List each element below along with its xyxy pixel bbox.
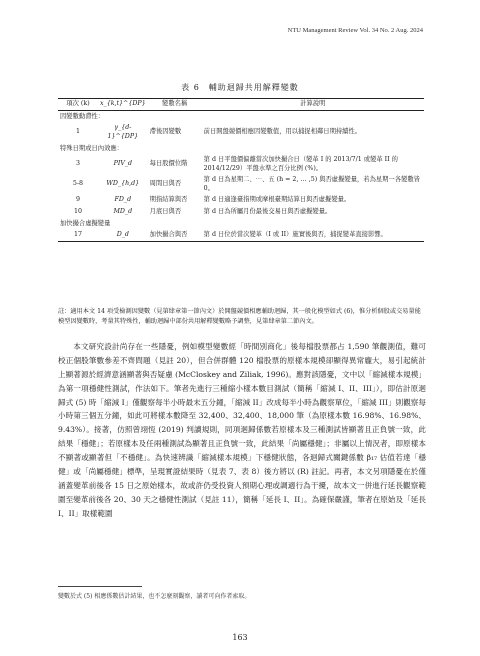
body-text <box>58 340 426 521</box>
table-row: 3 PIV_d 每日股價位階 第 d 日平盤價偏離當次加快撮合日（變革 I 的 2013/7/1 或變革 II 的 2014/12/29）平盤水準之百分比例 (%)。 <box>75 156 398 172</box>
table-title: 表 6 輔助迴歸共用解釋變數 <box>181 83 299 92</box>
table-row: 5-8 WD_{h,d} 周間日與否 第 d 日為星期二、⋯、五 (h = 2, … ,5) 與否虛擬變量，若為星期一各變數皆 0。 <box>72 176 420 192</box>
table-row: 17 D_d 加快撮合與否 第 d 日位於當次變革（I 或 II）施實後與否，捕捉變革直接影響。 <box>73 231 387 238</box>
section-row: 因變數動滯性： <box>60 112 105 120</box>
section-row: 加快撮合虛擬變量 <box>60 219 111 227</box>
footnote: 變數於式 (5) 相應係數估計結果，也不怎麼刻觀察，讀者可向作者索取。 <box>58 593 251 600</box>
section-row: 特殊日期或日內效應： <box>60 144 123 152</box>
col-name: 變數名稱 <box>148 99 202 111</box>
table-row: 9 FD_d 期指結算與否 第 d 日適逢臺指期或摩根臺期結算日與否虛擬變量。 <box>75 196 351 203</box>
col-desc: 計算說明 <box>202 99 424 111</box>
table-row: 10 MD_d 月底日與否 第 d 日為所屬月份最後交易日與否虛擬變量。 <box>73 207 332 215</box>
variables-table <box>58 98 424 242</box>
table-header-row <box>58 99 424 111</box>
col-symbol: x_{k,t}^{DP} <box>98 99 148 111</box>
table-row: 1 γ_{d-1}^{DP} 滯後因變數 前日開盤競價相應因變數值，用以捕捉相鄰日期持續性。 <box>75 124 362 140</box>
running-header: NTU Management Review Vol. 34 No. 2 Aug. 2024 <box>287 27 423 34</box>
footnote-divider <box>58 586 142 587</box>
table-note: 註：適用本文 14 項受檢測因變數（見第肆章第一節內文）於開盤競價相應輔助迴歸，其一般化模型如式 (6)，惟分析個股或交易量能模型因變數時，考量其特殊性，輔助迴歸中部份共用解釋變數略予調整，見第肆章第二節內文。 <box>58 308 421 325</box>
col-k: 項次 (k) <box>58 99 98 111</box>
paragraph: 本文研究設計尚存在一些隱憂，例如模型變數經「時間別商化」後每檔股票都占 1,590 筆觀測值，難可校正個股筆數參差不齊問題（見註 20），但合併群體 120 檔股票的原樣本規模卻顯得異常龐大，易引起統計上顯著源於經濟意涵顯著與否疑慮 (McCloskey and Ziliak, 1996)。應對該隱憂，文中以「縮減樣本規模」為第一項穩健性測試，作法如下。筆者先進行三種縮小樣本數目測試（簡稱「縮減 I、II、III」），即估計原迴歸式 (5) 時「縮減 I」僅觀察每半小時最末五分鐘，「縮減 II」改成每半小時為觀察單位，「縮減 III」則觀察每小時第三個五分鐘，如此可將樣本數降至 32,400、32,400、18,000 筆（為原樣本數 16.98%、16.98%、9.43%）。接著，仿照曾翊恆 (2019) 判讀規則，同項迴歸係數若原樣本及三種測試皆顯著且正負號一致，此結果「穩健」；若原樣本及任兩種測試為顯著且正負號一致，此結果「尚屬穩健」；非屬以上情況者，即原樣本不顯著或顯著但「不穩健」。為快速辨識「縮減樣本規模」下穩健狀態，各迴歸式關鍵係數 β₁₇ 估值若達「穩健」或「尚屬穩健」標準，呈現實證結果時（見表 7、表 8）後方將以 (R) 註記。再者，本文另項隱憂在於僅涵蓋變革前後各 15 日之原始樣本，故或許仍受投資人預期心理或調適行為干擾，故本文一併進行延長觀察範圍至變革前後各 20、30 天之穩健性測試（見註 11），簡稱「延長 I、II」。為確保嚴謹，筆者在原始及「延長 I、II」取樣範圍 <box>58 342 426 518</box>
page-number: 163 <box>232 633 248 642</box>
